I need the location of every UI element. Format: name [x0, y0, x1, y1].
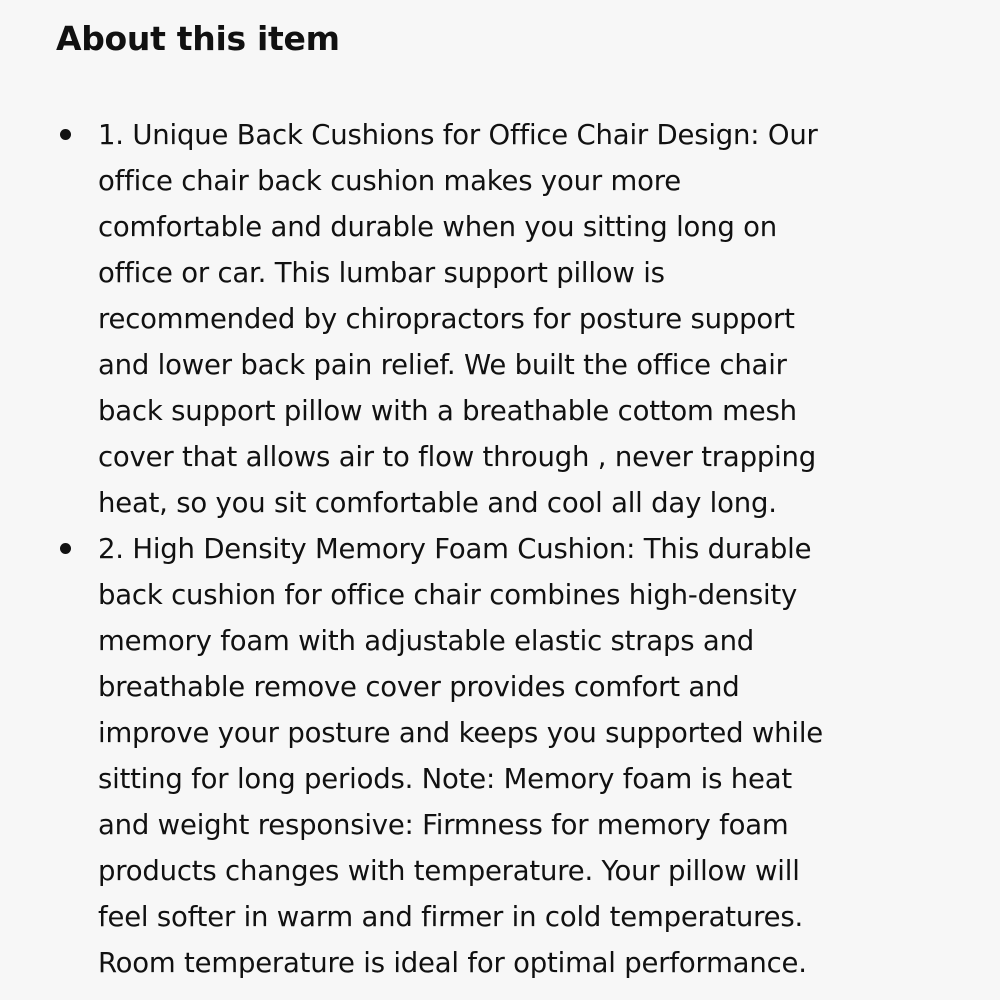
bullet-text-line: office or car. This lumbar support pillow is — [98, 257, 665, 289]
bullet-text-line: 2. High Density Memory Foam Cushion: This durable — [98, 533, 812, 565]
bullet-text-line: comfortable and durable when you sitting long on — [98, 211, 778, 243]
bullet-text-line: memory foam with adjustable elastic straps and — [98, 625, 755, 657]
bullet-text-line: sitting for long periods. Note: Memory foam is heat — [98, 763, 792, 795]
bullet-text-line: back support pillow with a breathable cottom mesh — [98, 395, 797, 427]
bullet-text-line: and lower back pain relief. We built the office chair — [98, 349, 787, 381]
bullet-text-line: heat, so you sit comfortable and cool all day long. — [98, 487, 777, 519]
bullet-text-line: cover that allows air to flow through , never trapping — [98, 441, 817, 473]
bullet-text-line: feel softer in warm and firmer in cold temperatures. — [98, 901, 804, 933]
bullet-dot-icon — [60, 543, 71, 554]
bullet-text-line: recommended by chiropractors for posture support — [98, 303, 795, 335]
bullet-dot-icon — [60, 129, 71, 140]
bullet-text-line: improve your posture and keeps you supported while — [98, 717, 823, 749]
bullet-text-line: breathable remove cover provides comfort and — [98, 671, 740, 703]
bullet-text-line: Room temperature is ideal for optimal performance. — [98, 947, 807, 979]
section-heading: About this item — [56, 19, 340, 58]
feature-bullet-2 — [56, 526, 964, 986]
feature-bullet-list — [56, 112, 964, 986]
bullet-text-line: office chair back cushion makes your more — [98, 165, 681, 197]
feature-bullet-1 — [56, 112, 964, 526]
bullet-text-line: back cushion for office chair combines high-density — [98, 579, 798, 611]
bullet-text-line: products changes with temperature. Your pillow will — [98, 855, 800, 887]
bullet-text-line: and weight responsive: Firmness for memory foam — [98, 809, 789, 841]
bullet-text-line: 1. Unique Back Cushions for Office Chair Design: Our — [98, 119, 818, 151]
